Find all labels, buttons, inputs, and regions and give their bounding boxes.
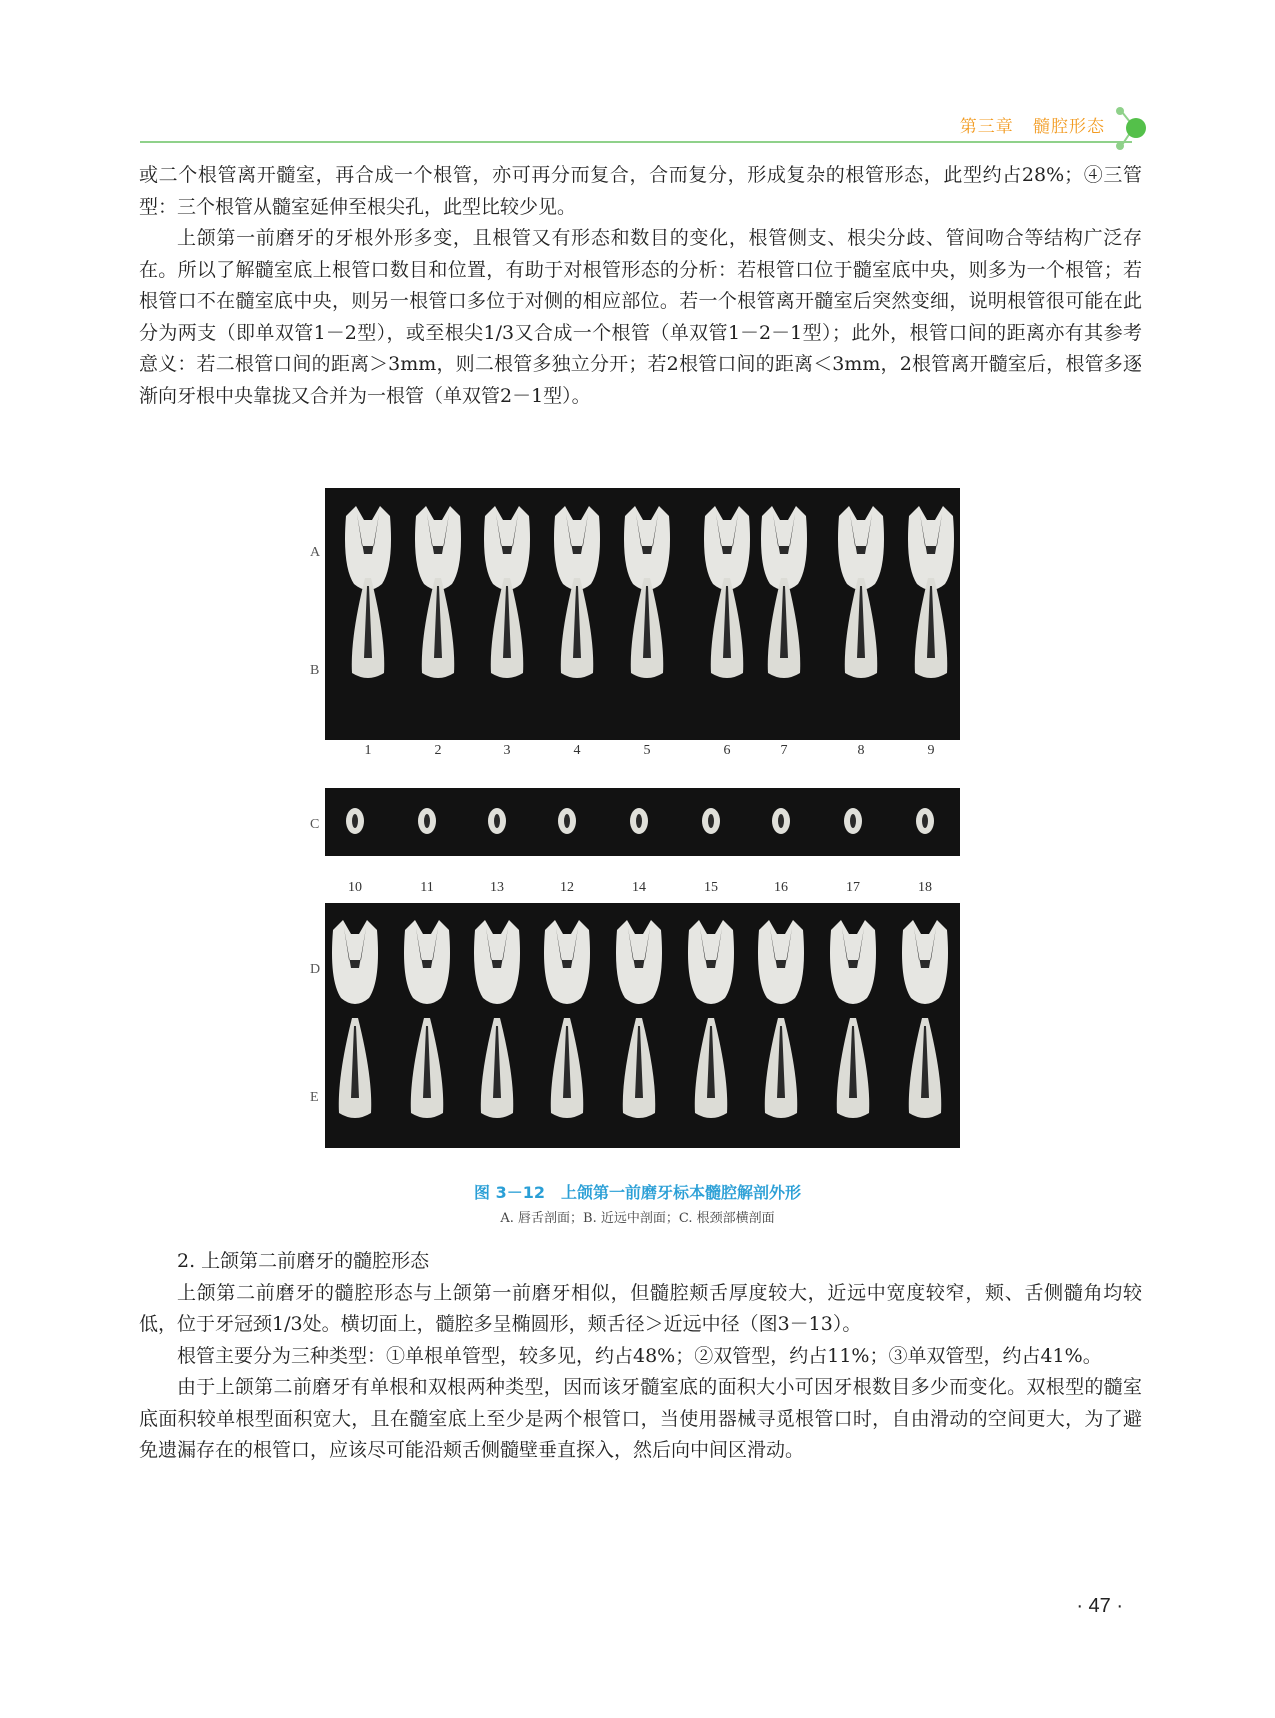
chapter-title: 髓腔形态 [1033, 117, 1105, 137]
molecule-icon [1110, 103, 1150, 155]
figure-caption-subtitle: A. 唇舌剖面；B. 近远中剖面；C. 根颈部横剖面 [500, 1211, 775, 1226]
tooth-cross-section [844, 808, 862, 834]
chapter-label: 第三章 [959, 117, 1014, 137]
specimen-number: 16 [774, 880, 788, 895]
paragraph-first-premolar: 上颌第一前磨牙的牙根外形多变，且根管又有形态和数目的变化，根管侧支、根尖分歧、管间吻合等结构广泛存在。所以了解髓室底上根管口数目和位置，有助于对根管形态的分析：若根管口位于髓室底中央，则多为一个根管；若根管口不在髓室底中央，则另一根管口多位于对侧的相应部位。若一个根管离开髓室后突然变细，说明根管很可能在此分为两支（即单双管1－2型），或至根尖1/3又合成一个根管（单双管1－2－1型）；此外，根管口间的距离亦有其参考意义：若二根管口间的距离＞3mm，则二根管多独立分开；若2根管口间的距离＜3mm，2根管离开髓室后，根管多逐渐向牙根中央靠拢又合并为一根管（单双管2－1型）。 [139, 227, 1142, 407]
chapter-header [960, 112, 1105, 137]
specimen-number: 5 [643, 743, 651, 758]
row-label-b: B [310, 663, 320, 678]
specimen-number: 1 [364, 743, 372, 758]
specimen-number: 13 [490, 880, 504, 895]
tooth-cross-section [630, 808, 648, 834]
tooth-cross-section [702, 808, 720, 834]
paragraph-continuation: 或二个根管离开髓室，再合成一个根管，亦可再分而复合，合而复分，形成复杂的根管形态，此型约占28%；④三管型：三个根管从髓室延伸至根尖孔，此型比较少见。 [139, 164, 1142, 218]
tooth-cross-section [346, 808, 364, 834]
row-label-e: E [310, 1090, 319, 1105]
specimen-number: 8 [857, 743, 865, 758]
specimen-number: 6 [723, 743, 731, 758]
specimen-number: 11 [420, 880, 434, 895]
upper-text-block [139, 160, 1142, 412]
specimen-number: 3 [503, 743, 511, 758]
page-number: · 47 · [1076, 1595, 1123, 1617]
specimen-number: 9 [927, 743, 935, 758]
tooth-cross-section [558, 808, 576, 834]
specimen-number: 2 [434, 743, 442, 758]
lower-text-block [139, 1246, 1142, 1467]
header-divider [140, 141, 1132, 143]
row-label-c: C [310, 817, 320, 832]
paragraph-canal-types: 根管主要分为三种类型：①单根单管型，较多见，约占48%；②双管型，约占11%；③单双管型，约占41%。 [177, 1344, 1102, 1367]
specimen-number: 18 [918, 880, 932, 895]
tooth-cross-section [916, 808, 934, 834]
section-heading: 2. 上颌第二前磨牙的髓腔形态 [177, 1250, 430, 1272]
specimen-number: 4 [573, 743, 581, 758]
paragraph-pulp-floor: 由于上颌第二前磨牙有单根和双根两种类型，因而该牙髓室底的面积大小可因牙根数目多少而变化。双根型的髓室底面积较单根型面积宽大，且在髓室底上至少是两个根管口，当使用器械寻觅根管口时，自由滑动的空间更大，为了避免遗漏存在的根管口，应该尽可能沿颊舌侧髓壁垂直探入，然后向中间区滑动。 [139, 1376, 1142, 1461]
specimen-number: 17 [846, 880, 860, 895]
tooth-cross-section [488, 808, 506, 834]
tooth-cross-section [418, 808, 436, 834]
tooth-cross-section [772, 808, 790, 834]
row-label-d: D [310, 962, 321, 977]
figure-caption-title: 图 3－12 上颌第一前磨牙标本髓腔解剖外形 [474, 1183, 801, 1202]
paragraph-second-premolar: 上颌第二前磨牙的髓腔形态与上颌第一前磨牙相似，但髓腔颊舌厚度较大，近远中宽度较窄，颊、舌侧髓角均较低，位于牙冠颈1/3处。横切面上，髓腔多呈椭圆形，颊舌径＞近远中径（图3－13）。 [139, 1281, 1142, 1335]
specimen-number: 10 [348, 880, 362, 895]
specimen-number: 7 [780, 743, 788, 758]
tooth-figure [300, 488, 960, 1148]
specimen-number: 14 [632, 880, 646, 895]
specimen-number: 15 [704, 880, 718, 895]
row-label-a: A [310, 545, 321, 560]
specimen-number: 12 [560, 880, 574, 895]
